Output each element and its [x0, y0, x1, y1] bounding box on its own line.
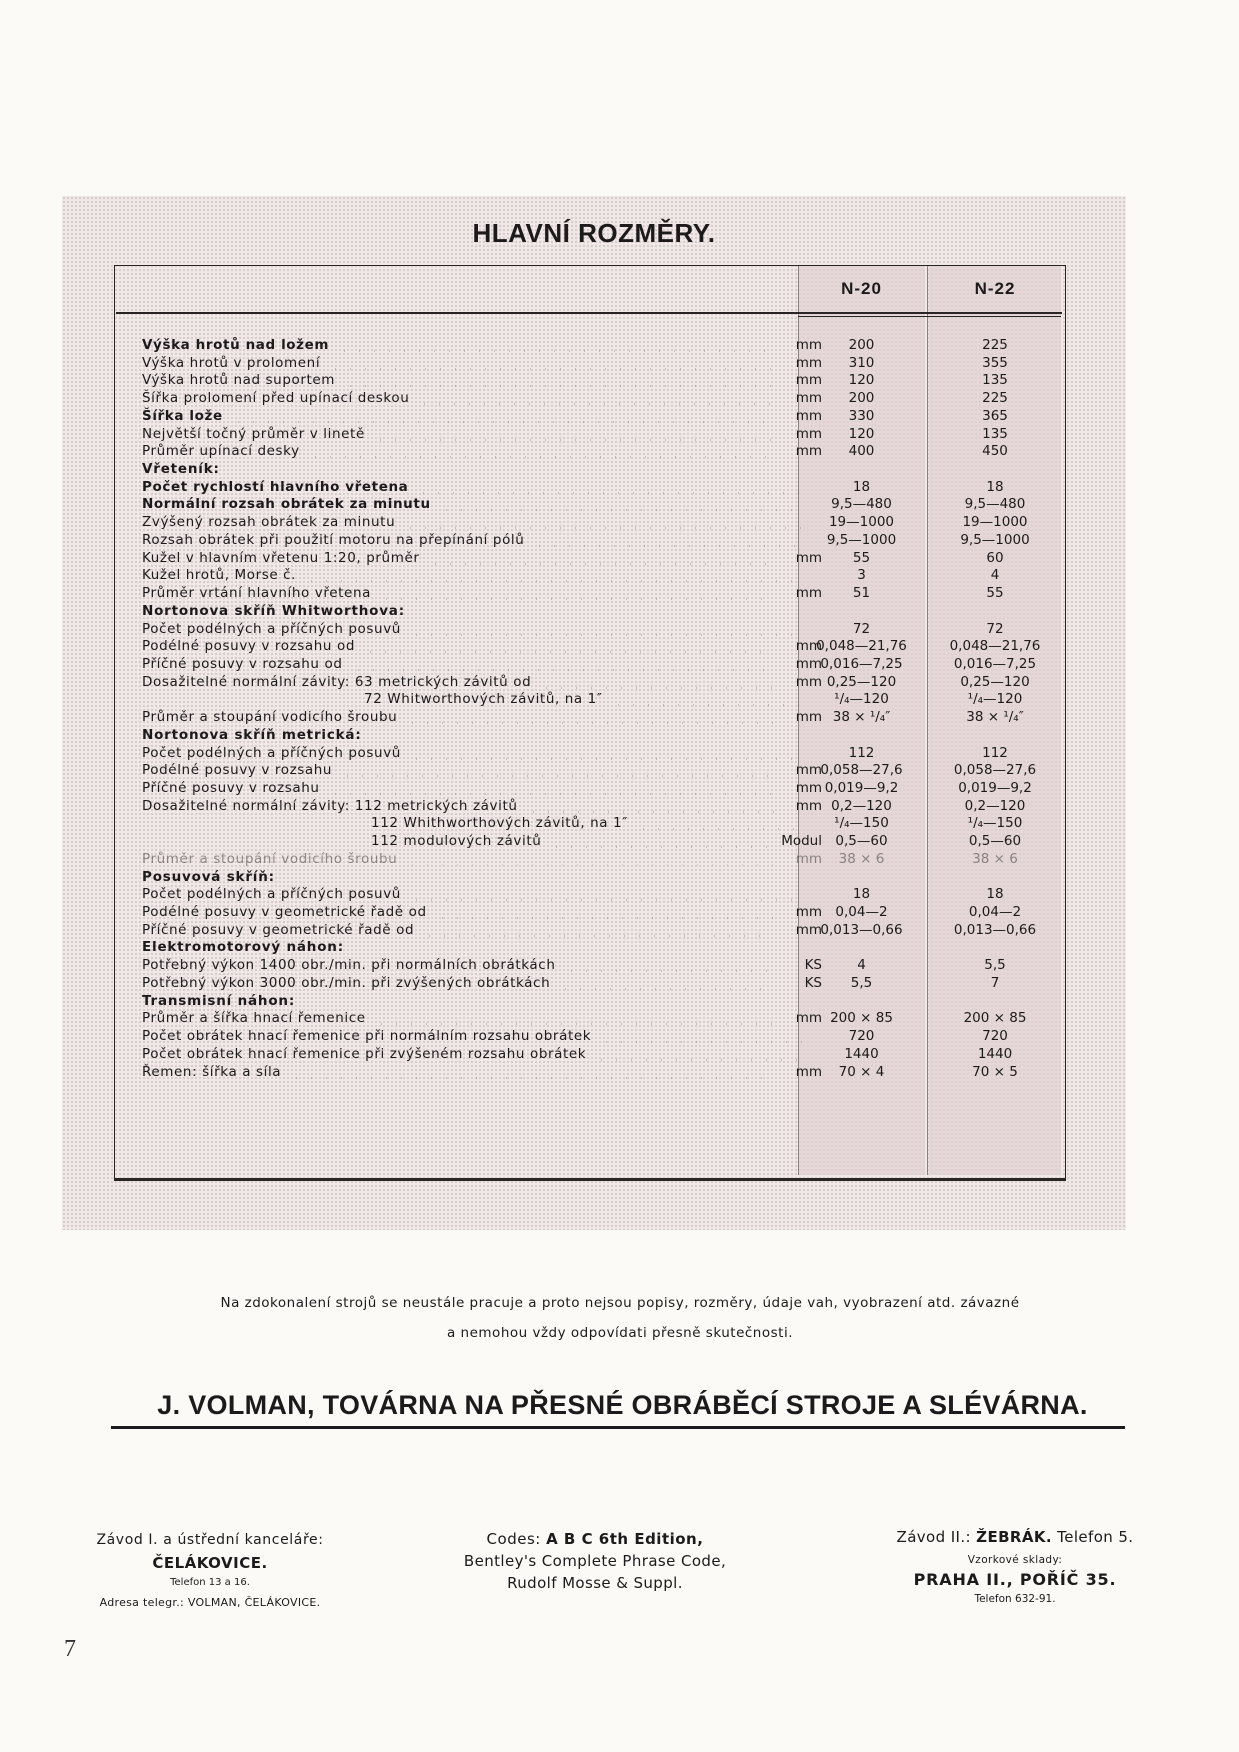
value-n22: 720 — [982, 1028, 1008, 1045]
row-label: Průměr a šířka hnací řemenice — [142, 1010, 366, 1027]
value-n22: 9,5—480 — [964, 496, 1026, 513]
row-unit: mm — [795, 850, 822, 867]
table-row — [142, 762, 1057, 779]
row-unit: mm — [795, 443, 822, 460]
value-n20: 400 — [848, 443, 875, 460]
table-row — [142, 443, 1057, 460]
value-n22: 0,058—27,6 — [953, 762, 1037, 779]
row-unit: mm — [795, 549, 822, 566]
table-title: HLAVNÍ ROZMĚRY. — [472, 218, 716, 248]
leader-dots — [304, 569, 802, 582]
value-n20: 4 — [857, 957, 866, 974]
samples-label: Vzorkové sklady: — [967, 1554, 1063, 1566]
table-row — [142, 585, 1057, 602]
table-row — [142, 851, 1057, 868]
table-row — [142, 355, 1057, 372]
leader-dots — [374, 1012, 774, 1025]
table-row — [142, 833, 1057, 850]
row-label: Výška hrotů v prolomení — [142, 354, 321, 371]
footer-left — [60, 1532, 360, 1609]
value-n22: 200 × 85 — [963, 1010, 1027, 1027]
row-label: 112 modulových závitů — [371, 833, 542, 850]
row-unit: mm — [795, 337, 822, 353]
value-n20: 112 — [848, 744, 875, 761]
value-n20: 19—1000 — [828, 514, 895, 531]
value-n22: 365 — [982, 407, 1008, 424]
section-heading-row — [142, 727, 1057, 744]
value-n20: 38 × 6 — [838, 850, 885, 867]
table-row — [142, 745, 1057, 762]
value-n22: ¹/₄—120 — [967, 691, 1023, 708]
leader-dots — [340, 764, 774, 777]
header-rule — [798, 316, 1061, 317]
value-n22: 19—1000 — [962, 514, 1028, 531]
leader-dots — [409, 747, 802, 760]
section-heading: Vřeteník: — [142, 461, 220, 478]
leader-dots — [405, 853, 774, 866]
table-row — [142, 904, 1057, 921]
row-unit: mm — [795, 585, 822, 602]
row-unit: KS — [804, 957, 822, 974]
leader-dots — [328, 782, 774, 795]
leader-dots — [594, 1048, 802, 1061]
section-heading-row — [142, 993, 1057, 1010]
row-label: Dosažitelné normální závity: 63 metrických závitů od — [142, 673, 532, 690]
value-n22: 70 × 5 — [972, 1063, 1018, 1080]
table-row — [142, 886, 1057, 903]
row-unit: mm — [795, 762, 822, 779]
row-label: Největší točný průměr v linetě — [142, 425, 365, 442]
row-label: Počet rychlostí hlavního vřetena — [142, 478, 409, 495]
value-n20: 120 — [848, 372, 875, 389]
leader-dots — [428, 552, 774, 565]
value-n22: 135 — [982, 372, 1008, 389]
value-n20: 120 — [848, 425, 875, 442]
value-n20: 0,013—0,66 — [820, 921, 903, 938]
table-row — [142, 496, 1057, 513]
footer-right — [850, 1528, 1180, 1605]
leader-dots — [308, 445, 774, 458]
company-name: J. VOLMAN, TOVÁRNA NA PŘESNÉ OBRÁBĚCÍ STROJE A SLÉVÁRNA. — [157, 1390, 1088, 1420]
footer-left-telegraph: Adresa telegr.: VOLMAN, ČELÁKOVICE. — [99, 1596, 321, 1609]
samples-phone: Telefon 632-91. — [974, 1593, 1056, 1605]
section-heading: Posuvová skříň: — [142, 868, 275, 885]
table-row — [142, 780, 1057, 797]
table-row — [142, 709, 1057, 726]
section-heading: Transmisní náhon: — [142, 992, 296, 1009]
samples-address: PRAHA II., POŘÍČ 35. — [913, 1570, 1117, 1589]
value-n20: 0,25—120 — [826, 673, 897, 690]
row-unit: mm — [795, 372, 822, 389]
value-n22: 0,25—120 — [960, 673, 1030, 690]
row-label: 112 Whithworthových závitů, na 1″ — [371, 815, 628, 832]
leader-dots — [564, 959, 774, 972]
column-header-n20: N-20 — [841, 279, 882, 298]
table-row — [142, 337, 1057, 354]
row-label: Řemen: šířka a síla — [142, 1063, 282, 1080]
table-row — [142, 975, 1057, 992]
row-label: Průměr upínací desky — [142, 443, 300, 460]
table-row — [142, 1010, 1057, 1027]
column-header-n22: N-22 — [974, 279, 1016, 298]
leader-dots — [328, 357, 774, 370]
value-n20: 0,04—2 — [835, 904, 888, 921]
table-row — [142, 550, 1057, 567]
table-row — [142, 514, 1057, 531]
row-label: Rozsah obrátek při použití motoru na přepínání pólů — [142, 531, 525, 548]
row-label: Počet obrátek hnací řemenice při zvýšeném rozsahu obrátek — [142, 1045, 587, 1062]
value-n20: 1440 — [844, 1045, 879, 1062]
disclaimer-line-1: Na zdokonalení strojů se neustále pracuje a proto nejsou popisy, rozměry, údaje vah, vyobrazení atd. závazné — [220, 1295, 1020, 1311]
row-label: Výška hrotů nad suportem — [142, 372, 336, 389]
value-n22: 9,5—1000 — [960, 531, 1030, 548]
row-label: Šířka prolomení před upínací deskou — [142, 390, 410, 407]
value-n20: 51 — [852, 585, 871, 602]
value-n22: 1440 — [977, 1045, 1013, 1062]
row-label: Podélné posuvy v geometrické řadě od — [142, 904, 427, 921]
value-n20: 0,016—7,25 — [820, 655, 903, 672]
table-row — [142, 567, 1057, 584]
table-row — [142, 1064, 1057, 1081]
header-rule — [116, 312, 1062, 314]
codes-bentley: Bentley's Complete Phrase Code, — [463, 1552, 727, 1570]
row-unit: Modul — [781, 833, 822, 850]
leader-dots — [422, 924, 774, 937]
row-label: Dosažitelné normální závity: 112 metrických závitů — [142, 797, 518, 814]
table-row — [142, 922, 1057, 939]
leader-dots — [549, 835, 774, 848]
disclaimer-line-2: a nemohou vždy odpovídati přesně skutečnosti. — [446, 1325, 793, 1341]
value-n20: ¹/₄—150 — [834, 815, 889, 832]
leader-dots — [403, 516, 802, 529]
value-n20: 38 × ¹/₄″ — [832, 709, 891, 726]
value-n22: 38 × ¹/₄″ — [966, 709, 1024, 726]
table-row — [142, 390, 1057, 407]
row-label: Příčné posuvy v geometrické řadě od — [142, 921, 415, 938]
row-label: Potřebný výkon 1400 obr./min. při normálních obrátkách — [142, 957, 556, 974]
table-row — [142, 798, 1057, 815]
value-n20: 70 × 4 — [838, 1063, 885, 1080]
leader-dots — [526, 800, 774, 813]
table-row — [142, 674, 1057, 691]
section-heading-row — [142, 939, 1057, 956]
leader-dots — [343, 374, 774, 387]
leader-dots — [231, 410, 774, 423]
value-n22: 0,019—9,2 — [958, 780, 1032, 796]
codes-prefix: Codes: — [486, 1530, 547, 1548]
footer-center — [440, 1530, 750, 1592]
table-row — [142, 656, 1057, 673]
value-n22: 0,2—120 — [964, 797, 1026, 814]
leader-dots — [351, 658, 774, 671]
table-row — [142, 815, 1057, 832]
value-n20: 3 — [857, 567, 866, 584]
value-n22: ¹/₄—150 — [967, 815, 1023, 832]
row-label: Podélné posuvy v rozsahu — [142, 762, 333, 779]
section-heading: Nortonova skříň Whitworthova: — [142, 602, 405, 619]
value-n22: 450 — [982, 443, 1008, 460]
value-n20: 0,019—9,2 — [824, 780, 899, 796]
leader-dots — [409, 888, 802, 901]
value-n20: 18 — [852, 478, 871, 495]
value-n22: 18 — [986, 478, 1004, 495]
value-n22: 5,5 — [984, 957, 1006, 974]
leader-dots — [289, 1066, 774, 1079]
row-label: Podélné posuvy v rozsahu od — [142, 638, 356, 655]
value-n22: 18 — [986, 886, 1004, 903]
leader-dots — [363, 640, 774, 653]
row-unit: mm — [795, 797, 822, 814]
value-n22: 0,5—60 — [968, 833, 1022, 850]
leader-dots — [539, 676, 774, 689]
value-n22: 4 — [990, 567, 1000, 584]
row-unit: mm — [795, 780, 822, 796]
row-label: Zvýšený rozsah obrátek za minutu — [142, 514, 396, 531]
table-row — [142, 691, 1057, 708]
table-row — [142, 426, 1057, 443]
leader-dots — [416, 481, 802, 494]
row-unit: mm — [795, 425, 822, 442]
leader-dots — [435, 906, 774, 919]
value-n20: 5,5 — [850, 974, 873, 991]
company-rule — [111, 1426, 1125, 1429]
section-heading: Elektromotorový náhon: — [142, 939, 344, 956]
table-row — [142, 638, 1057, 655]
leader-dots — [611, 693, 802, 706]
value-n20: 200 — [848, 337, 875, 353]
row-unit: mm — [795, 921, 822, 938]
row-label: Průměr a stoupání vodicího šroubu — [142, 709, 398, 726]
value-n20: 330 — [848, 407, 875, 424]
value-n20: 0,5—60 — [835, 833, 888, 850]
table-row — [142, 372, 1057, 389]
value-n20: ¹/₄—120 — [834, 691, 889, 708]
value-n20: 0,058—27,6 — [820, 762, 903, 779]
value-n22: 0,016—7,25 — [953, 655, 1037, 672]
plant2-city: ŽEBRÁK. — [976, 1528, 1053, 1546]
table-row — [142, 479, 1057, 496]
value-n22: 60 — [986, 549, 1004, 566]
table-row — [142, 1046, 1057, 1063]
table-row — [142, 957, 1057, 974]
value-n20: 55 — [852, 549, 871, 566]
plant2-phone: Telefon 5. — [1052, 1528, 1134, 1546]
section-heading-row — [142, 869, 1057, 886]
row-unit: mm — [795, 655, 822, 672]
leader-dots — [558, 977, 774, 990]
row-label: Příčné posuvy v rozsahu od — [142, 655, 343, 672]
row-label: Průměr a stoupání vodicího šroubu — [142, 850, 398, 867]
leader-dots — [337, 339, 774, 352]
row-label: Kužel v hlavním vřetenu 1:20, průměr — [142, 549, 420, 566]
row-unit: mm — [795, 354, 822, 371]
value-n20: 310 — [848, 354, 875, 371]
row-label: Počet podélných a příčných posuvů — [142, 620, 401, 637]
row-label: Počet podélných a příčných posuvů — [142, 744, 401, 761]
codes-mosse: Rudolf Mosse & Suppl. — [507, 1574, 683, 1592]
section-heading-row — [142, 603, 1057, 620]
table-row — [142, 532, 1057, 549]
value-n22: 38 × 6 — [972, 850, 1018, 867]
row-unit: KS — [804, 974, 822, 991]
leader-dots — [417, 392, 774, 405]
footer-left-line1: Závod I. a ústřední kanceláře: — [96, 1532, 324, 1548]
value-n22: 225 — [982, 390, 1008, 407]
row-unit: mm — [795, 390, 822, 407]
value-n20: 200 × 85 — [830, 1010, 893, 1027]
row-unit: mm — [795, 407, 822, 424]
row-label: Výška hrotů nad ložem — [142, 337, 330, 353]
row-unit: mm — [795, 638, 822, 655]
row-label: Příčné posuvy v rozsahu — [142, 780, 320, 796]
value-n22: 112 — [982, 744, 1008, 761]
value-n22: 355 — [982, 354, 1008, 371]
row-unit: mm — [795, 673, 822, 690]
table-row — [142, 621, 1057, 638]
section-heading-row — [142, 461, 1057, 478]
footer-left-city: ČELÁKOVICE. — [152, 1554, 268, 1572]
leader-dots — [379, 587, 774, 600]
value-n22: 55 — [986, 585, 1004, 602]
row-label: Normální rozsah obrátek za minutu — [142, 496, 431, 513]
row-label: Potřebný výkon 3000 obr./min. při zvýšených obrátkách — [142, 974, 551, 991]
value-n20: 720 — [848, 1028, 875, 1045]
value-n20: 18 — [852, 886, 871, 903]
row-unit: mm — [795, 1063, 822, 1080]
row-label: Kužel hrotů, Morse č. — [142, 567, 297, 584]
value-n22: 0,013—0,66 — [953, 921, 1037, 938]
value-n22: 225 — [982, 337, 1008, 353]
table-row — [142, 1028, 1057, 1045]
row-label: Průměr vrtání hlavního vřetena — [142, 585, 371, 602]
row-label: Počet obrátek hnací řemenice při normálním rozsahu obrátek — [142, 1028, 592, 1045]
row-label: Šířka lože — [142, 407, 223, 424]
plant2-prefix: Závod II.: — [896, 1528, 977, 1546]
codes-edition: A B C 6th Edition, — [546, 1530, 704, 1548]
value-n20: 200 — [848, 390, 875, 407]
row-label: 72 Whitworthových závitů, na 1″ — [364, 691, 603, 708]
section-heading: Nortonova skříň metrická: — [142, 726, 362, 743]
table-row — [142, 408, 1057, 425]
value-n22: 0,048—21,76 — [949, 638, 1041, 655]
value-n20: 9,5—1000 — [826, 531, 897, 548]
row-unit: mm — [795, 904, 822, 921]
row-unit: mm — [795, 1010, 822, 1027]
value-n20: 0,2—120 — [831, 797, 892, 814]
footer-left-phone: Telefon 13 a 16. — [170, 1577, 250, 1588]
leader-dots — [599, 1030, 802, 1043]
value-n20: 72 — [852, 620, 871, 637]
leader-dots — [532, 534, 802, 547]
leader-dots — [373, 428, 774, 441]
page-number: 7 — [64, 1636, 76, 1662]
value-n22: 0,04—2 — [968, 904, 1022, 921]
value-n20: 0,048—21,76 — [816, 638, 907, 655]
row-label: Počet podélných a příčných posuvů — [142, 886, 401, 903]
leader-dots — [405, 711, 774, 724]
value-n22: 135 — [982, 425, 1008, 442]
value-n22: 72 — [986, 620, 1004, 637]
leader-dots — [439, 498, 802, 511]
leader-dots — [409, 623, 802, 636]
value-n22: 7 — [990, 974, 1000, 991]
row-unit: mm — [795, 709, 822, 726]
value-n20: 9,5—480 — [831, 496, 892, 513]
leader-dots — [636, 817, 802, 830]
